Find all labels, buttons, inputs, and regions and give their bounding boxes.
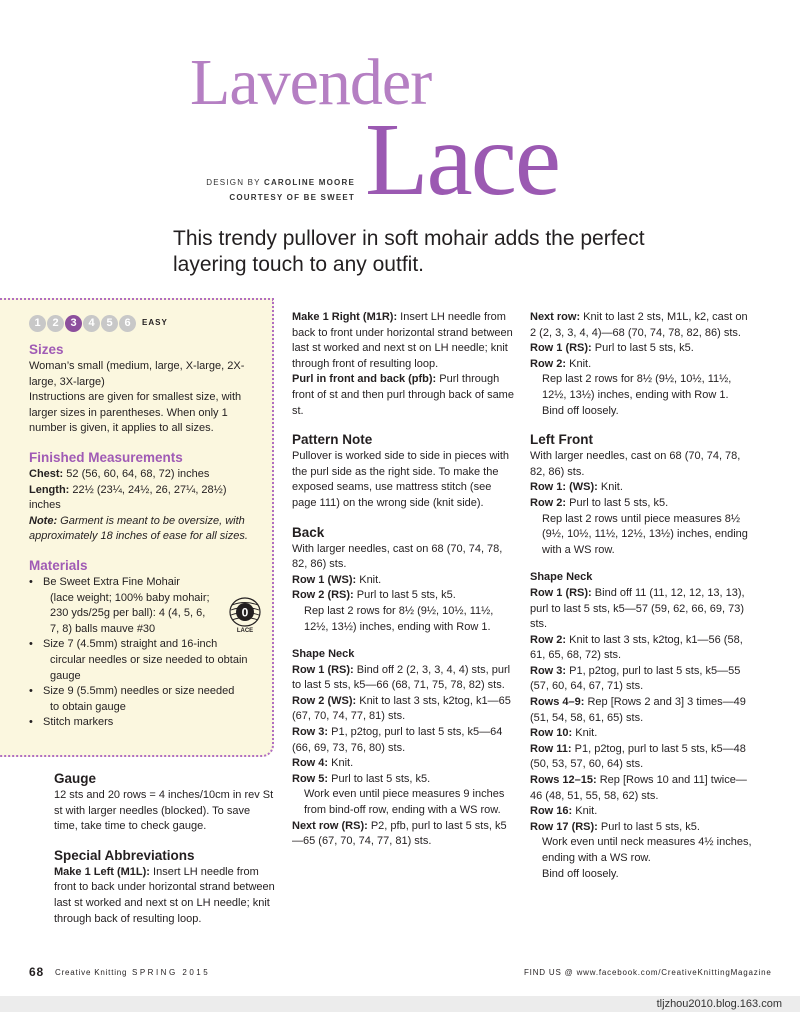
sizes-heading: Sizes [29, 342, 64, 357]
gauge-heading: Gauge [54, 771, 97, 786]
back-next-row-2: Next row: Knit to last 2 sts, M1L, k2, cast on 2 (2, 3, 3, 4, 4)—68 (70, 74, 78, 82, 86) sts. [530, 311, 748, 339]
left-front-row-1: Row 1: (WS): Knit. [530, 481, 623, 494]
left-front-shape-neck-heading: Shape Neck [530, 571, 593, 584]
skill-level-2: 2 [47, 315, 64, 332]
back-work-even: Work even until piece measures 9 inches from bind-off row, ending with a WS row. [304, 788, 505, 817]
lf-shape-row-10: Row 10: Knit. [530, 727, 598, 740]
chest-measure: Chest: 52 (56, 60, 64, 68, 72) inches [29, 467, 210, 480]
left-front-heading: Left Front [530, 432, 593, 448]
materials-heading: Materials [29, 557, 88, 573]
lf-shape-row-3: Row 3: P1, p2tog, purl to last 5 sts, k5—55 (57, 60, 64, 67, 71) sts. [530, 664, 741, 693]
skill-level-5: 5 [101, 315, 118, 332]
title-lavender: Lavender [190, 46, 432, 119]
material-item: • Be Sweet Extra Fine Mohair (lace weight; 100% baby mohair; 230 yds/25g per ball): 4 (4, 5, 6, 7, 8) balls mauve #30 [29, 575, 261, 637]
back-shape-row-1: Row 1 (RS): Bind off 2 (2, 3, 3, 4, 4) sts, purl to last 5 sts, k5—66 (68, 71, 75, 78, 82) sts. [292, 663, 511, 692]
skill-level-1: 1 [29, 315, 46, 332]
left-front-intro: With larger needles, cast on 68 (70, 74, 78, 82, 86) sts. [530, 450, 741, 478]
back-next-row: Next row (RS): P2, pfb, purl to last 5 sts, k5—65 (67, 70, 74, 77, 81) sts. [292, 819, 507, 848]
skill-label: EASY [142, 318, 168, 328]
intro-text: This trendy pullover in soft mohair adds the perfect layering touch to any outfit. [173, 227, 645, 276]
courtesy-credit: COURTESY OF BE SWEET [229, 193, 355, 202]
back-shape-neck-heading: Shape Neck [292, 648, 355, 661]
materials-list [29, 575, 261, 731]
back-repeat: Rep last 2 rows for 8½ (9½, 10½, 11½, 12½, 13½) inches, ending with Row 1. [304, 604, 494, 633]
sizes-note: Instructions are given for smallest size, with larger sizes in parentheses. When only 1 number is given, it applies to all sizes. [29, 391, 242, 435]
lf-shape-row-11: Row 11: P1, p2tog, purl to last 5 sts, k5—48 (50, 53, 57, 60, 64) sts. [530, 742, 746, 771]
abbrev-pfb: Purl in front and back (pfb): Purl through front of st and then purl through back of same st. [292, 373, 514, 417]
material-item: • Size 7 (4.5mm) straight and 16-inch circular needles or size needed to obtain gauge [29, 637, 261, 684]
skill-level-6: 6 [119, 315, 136, 332]
designer-credit: DESIGN BY CAROLINE MOORE [206, 178, 355, 187]
finished-heading: Finished Measurements [29, 449, 183, 465]
abbrev-heading: Special Abbreviations [54, 847, 195, 863]
yarn-weight-icon [229, 596, 261, 628]
watermark: tljzhou2010.blog.163.com [656, 998, 782, 1010]
skill-level-4: 4 [83, 315, 100, 332]
lf-shape-row-16: Row 16: Knit. [530, 805, 598, 818]
lf-work-even: Work even until neck measures 4½ inches, ending with a WS row. [542, 836, 752, 864]
back-shape-row-5: Row 5: Purl to last 5 sts, k5. [292, 772, 431, 785]
middle-column [292, 310, 517, 850]
left-front-row-2: Row 2: Purl to last 5 sts, k5. [530, 496, 669, 509]
material-item: • Stitch markers [29, 715, 261, 731]
back-shape-row-4: Row 4: Knit. [292, 757, 354, 770]
abbrev-m1l: Make 1 Left (M1L): Insert LH needle from front to back under horizontal strand between last st worked and next st on LH needle; knit through back of resulting loop. [54, 865, 275, 925]
gauge-abbrev-column [54, 770, 276, 927]
back-final-row-1: Row 1 (RS): Purl to last 5 sts, k5. [530, 342, 694, 355]
left-front-repeat: Rep last 2 rows until piece measures 8½ (9½, 10½, 11½, 12½, 13½) inches, ending with a WS row. [542, 512, 748, 556]
pattern-note-text: Pullover is worked side to side in pieces with the purl side as the right side. To make the exposed seams, use mattress stitch (see page 111) on the wrong side (knit side). [292, 450, 510, 509]
lf-shape-row-1: Row 1 (RS): Bind off 11 (11, 12, 12, 13, 13), purl to last 5 sts, k5—57 (59, 62, 66, 69, 73) sts. [530, 586, 745, 631]
right-column [530, 310, 755, 882]
back-shape-row-2: Row 2 (WS): Knit to last 3 sts, k2tog, k1—65 (67, 70, 74, 77, 81) sts. [292, 694, 511, 723]
magazine-name: Creative Knitting [55, 968, 128, 977]
back-final-repeat: Rep last 2 rows for 8½ (9½, 10½, 11½, 12½, 13½) inches, ending with Row 1. [542, 373, 732, 401]
lf-shape-rows-4-9: Rows 4–9: Rep [Rows 2 and 3] 3 times—49 (51, 54, 58, 61, 65) sts. [530, 696, 746, 724]
length-measure: Length: 22½ (23¼, 24½, 26, 27¼, 28½) inches [29, 483, 227, 512]
back-shape-row-3: Row 3: P1, p2tog, purl to last 5 sts, k5—64 (66, 69, 73, 76, 80) sts. [292, 726, 503, 754]
title-lace: Lace [365, 102, 560, 217]
back-final-row-2: Row 2: Knit. [530, 357, 592, 370]
page-number: 68 [29, 965, 44, 979]
back-row-1: Row 1 (WS): Knit. [292, 573, 382, 586]
gauge-text: 12 sts and 20 rows = 4 inches/10cm in rev St st with larger needles (blocked). To save time, take time to check gauge. [54, 789, 274, 833]
skill-level [29, 313, 261, 333]
finished-note: Note: Garment is meant to be oversize, with approximately 18 inches of ease for all sizes. [29, 514, 248, 543]
lf-shape-rows-12-15: Rows 12–15: Rep [Rows 10 and 11] twice—46 (48, 51, 55, 58, 62) sts. [530, 774, 747, 802]
lf-shape-row-2: Row 2: Knit to last 3 sts, k2tog, k1—56 (58, 61, 65, 68, 72) sts. [530, 633, 743, 662]
back-bind-off: Bind off loosely. [542, 404, 619, 417]
lf-bind-off: Bind off loosely. [542, 867, 619, 880]
lf-shape-row-17: Row 17 (RS): Purl to last 5 sts, k5. [530, 820, 700, 833]
back-heading: Back [292, 524, 325, 540]
pattern-note-heading: Pattern Note [292, 432, 373, 448]
sidebar-column [29, 313, 261, 731]
abbrev-m1r: Make 1 Right (M1R): Insert LH needle from back to front under horizontal strand between last st worked and next st on LH needle; knit through front of resulting loop. [292, 311, 513, 370]
yarn-weight-label: LACE [236, 628, 254, 634]
find-us-link[interactable]: FIND US @ www.facebook.com/CreativeKnittingMagazine [524, 968, 772, 977]
back-intro: With larger needles, cast on 68 (70, 74, 78, 82, 86) sts. [292, 542, 503, 571]
yarn-weight-number: 0 [241, 605, 249, 620]
back-row-2: Row 2 (RS): Purl to last 5 sts, k5. [292, 589, 456, 602]
material-item: • Size 9 (5.5mm) needles or size needed to obtain gauge [29, 684, 261, 715]
issue-label: SPRING 2015 [132, 968, 211, 977]
sizes-text: Woman’s small (medium, large, X-large, 2X-large, 3X-large) [29, 360, 245, 388]
skill-level-3: 3 [65, 315, 82, 332]
